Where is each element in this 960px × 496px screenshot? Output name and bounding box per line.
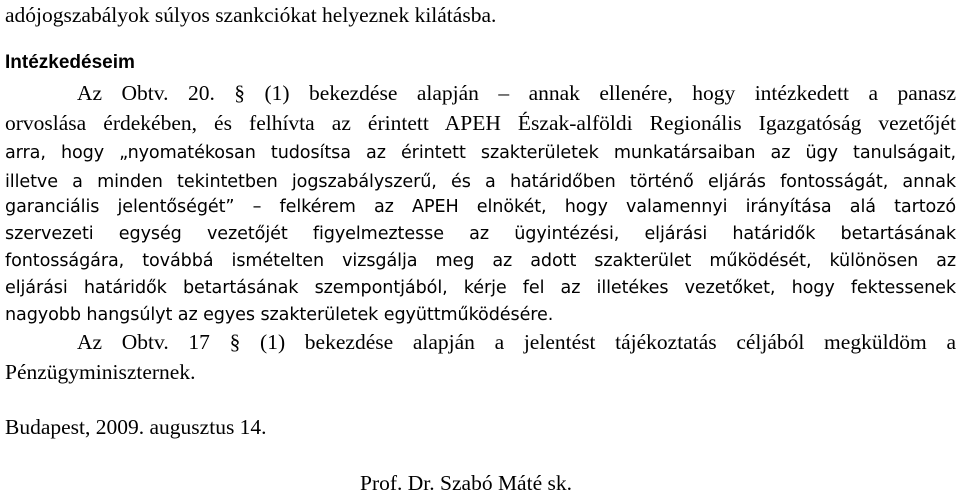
signature-line: Prof. Dr. Szabó Máté sk. (360, 471, 572, 495)
quoted-line: garanciális jelentőségét” – felkérem az APEH elnökét, hogy valamennyi irányítása alá tartozó (5, 197, 956, 217)
paragraph-line: eljárási határidők betartásának szempontjából, kérje fel az illetékes vezetőket, hogy fektessenek (5, 278, 956, 298)
section-heading: Intézkedéseim (5, 52, 135, 73)
paragraph-line: nagyobb hangsúlyt az egyes szakterületek együttműködésére. (5, 305, 554, 325)
paragraph-line: szervezeti egység vezetőjét figyelmeztesse az ügyintézési, eljárási határidők betartásának (5, 224, 956, 244)
paragraph-line: orvoslása érdekében, és felhívta az érintett APEH Észak-alföldi Regionális Igazgatóság vezetőjét (5, 111, 956, 135)
paragraph-line: adójogszabályok súlyos szankciókat helyeznek kilátásba. (5, 3, 497, 27)
place-date-line: Budapest, 2009. augusztus 14. (5, 415, 267, 439)
paragraph-line: Pénzügyminiszternek. (5, 360, 196, 384)
paragraph-line: Az Obtv. 20. § (1) bekezdése alapján – annak ellenére, hogy intézkedett a panasz (77, 81, 956, 105)
paragraph-line: Az Obtv. 17 § (1) bekezdése alapján a jelentést tájékoztatás céljából megküldöm a (77, 330, 956, 354)
paragraph-line: fontosságára, továbbá ismételten vizsgálja meg az adott szakterület működését, különösen az (5, 251, 956, 271)
quoted-line: arra, hogy „nyomatékosan tudosítsa az érintett szakterületek munkatársaiban az ügy tanulságait, (5, 143, 956, 163)
quoted-line: illetve a minden tekintetben jogszabályszerű, és a határidőben történő eljárás fontosságát, annak (5, 172, 956, 192)
